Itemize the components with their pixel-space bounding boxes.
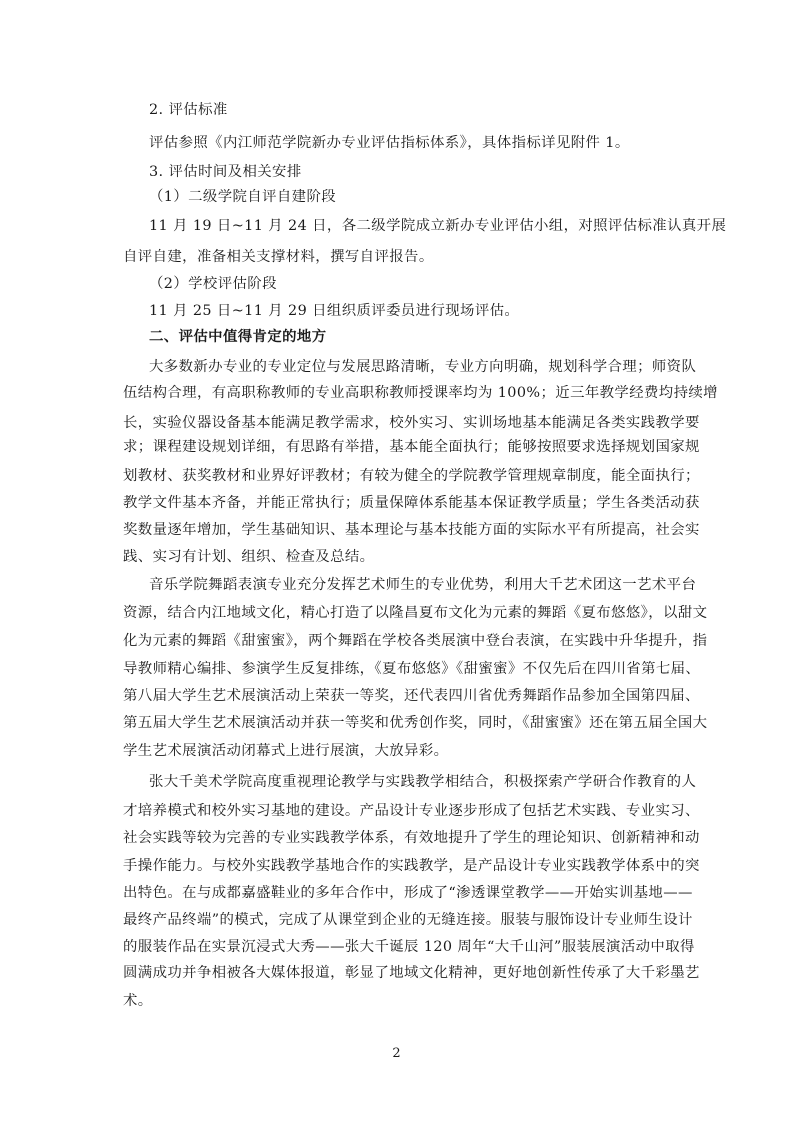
paragraph-line: 社会实践等较为完善的专业实践教学体系，有效地提升了学生的理论知识、创新精神和动 (123, 830, 700, 846)
paragraph-line: 出特色。在与成都嘉盛鞋业的多年合作中，形成了“渗透课堂教学——开始实训基地—— (123, 885, 693, 901)
paragraph-line: 自评自建，准备相关支撑材料，撰写自评报告。 (123, 249, 434, 265)
paragraph-line: 术。 (123, 993, 153, 1009)
paragraph-line: 伍结构合理，有高职称教师的专业高职称教师授课率均为 100%；近三年教学经费均持续增 (123, 385, 718, 401)
paragraph-line: 第五届大学生艺术展演活动并获一等奖和优秀创作奖，同时，《甜蜜蜜》还在第五届全国大 (123, 715, 708, 731)
paragraph-line: 评估参照《内江师范学院新办专业评估指标体系》，具体指标详见附件 1。 (149, 135, 630, 151)
paragraph-line: 奖数量逐年增加，学生基础知识、基本理论与基本技能方面的实际水平有所提高，社会实 (123, 522, 700, 538)
section-heading: 二、评估中值得肯定的地方 (149, 328, 327, 345)
paragraph-line: 划教材、获奖教材和业界好评教材；有较为健全的学院教学管理规章制度，能全面执行； (123, 468, 700, 484)
subheading-self-evaluation: （1）二级学院自评自建阶段 (149, 189, 337, 205)
heading-evaluation-criteria: 2. 评估标准 (149, 102, 228, 118)
paragraph-line: 圆满成功并争相被各大媒体报道，彰显了地域文化精神，更好地创新性传承了大千彩墨艺 (123, 965, 700, 981)
paragraph-line: 音乐学院舞蹈表演专业充分发挥艺术师生的专业优势，利用大千艺术团这一艺术平台 (149, 577, 697, 593)
paragraph-line: 学生艺术展演活动闭幕式上进行展演，大放异彩。 (123, 743, 449, 759)
paragraph-line: 践、实习有计划、组织、检查及总结。 (123, 549, 375, 565)
subheading-school-evaluation: （2）学校评估阶段 (149, 276, 277, 292)
paragraph-line: 教学文件基本齐备，并能正常执行；质量保障体系能基本保证教学质量；学生各类活动获 (123, 495, 700, 511)
paragraph-line: 长，实验仪器设备基本能满足教学需求，校外实习、实训场地基本能满足各类实践教学要 (123, 415, 700, 431)
paragraph-line: 手操作能力。与校外实践教学基地合作的实践教学，是产品设计专业实践教学体系中的突 (123, 858, 700, 874)
heading-evaluation-schedule: 3. 评估时间及相关安排 (149, 164, 302, 180)
paragraph-line: 才培养模式和校外实习基地的建设。产品设计专业逐步形成了包括艺术实践、专业实习、 (123, 803, 700, 819)
paragraph-line: 的服装作品在实景沉浸式大秀——张大千诞辰 120 周年“大千山河”服装展演活动中取得 (123, 939, 695, 955)
paragraph-line: 11 月 25 日~11 月 29 日组织质评委员进行现场评估。 (149, 303, 520, 319)
paragraph-line: 最终产品终端”的模式，完成了从课堂到企业的无缝连接。服装与服饰设计专业师生设计 (123, 912, 693, 928)
paragraph-line: 张大千美术学院高度重视理论教学与实践教学相结合，积极探索产学研合作教育的人 (149, 774, 697, 790)
paragraph-line: 大多数新办专业的专业定位与发展思路清晰，专业方向明确，规划科学合理；师资队 (149, 359, 697, 375)
paragraph-line: 导教师精心编排、参演学生反复排练，《夏布悠悠》《甜蜜蜜》不仅先后在四川省第七届、 (123, 661, 701, 677)
paragraph-line: 资源，结合内江地域文化，精心打造了以隆昌夏布文化为元素的舞蹈《夏布悠悠》，以甜文 (123, 605, 708, 621)
paragraph-line: 化为元素的舞蹈《甜蜜蜜》，两个舞蹈在学校各类展演中登台表演，在实践中升华提升，指 (123, 633, 708, 649)
paragraph-line: 求；课程建设规划详细，有思路有举措，基本能全面执行；能够按照要求选择规划国家规 (123, 439, 700, 455)
paragraph-line: 11 月 19 日~11 月 24 日，各二级学院成立新办专业评估小组，对照评估标准认真开展 (149, 218, 727, 234)
paragraph-line: 第八届大学生艺术展演活动上荣获一等奖，还代表四川省优秀舞蹈作品参加全国第四届、 (123, 688, 700, 704)
page-number: 2 (392, 1046, 401, 1061)
